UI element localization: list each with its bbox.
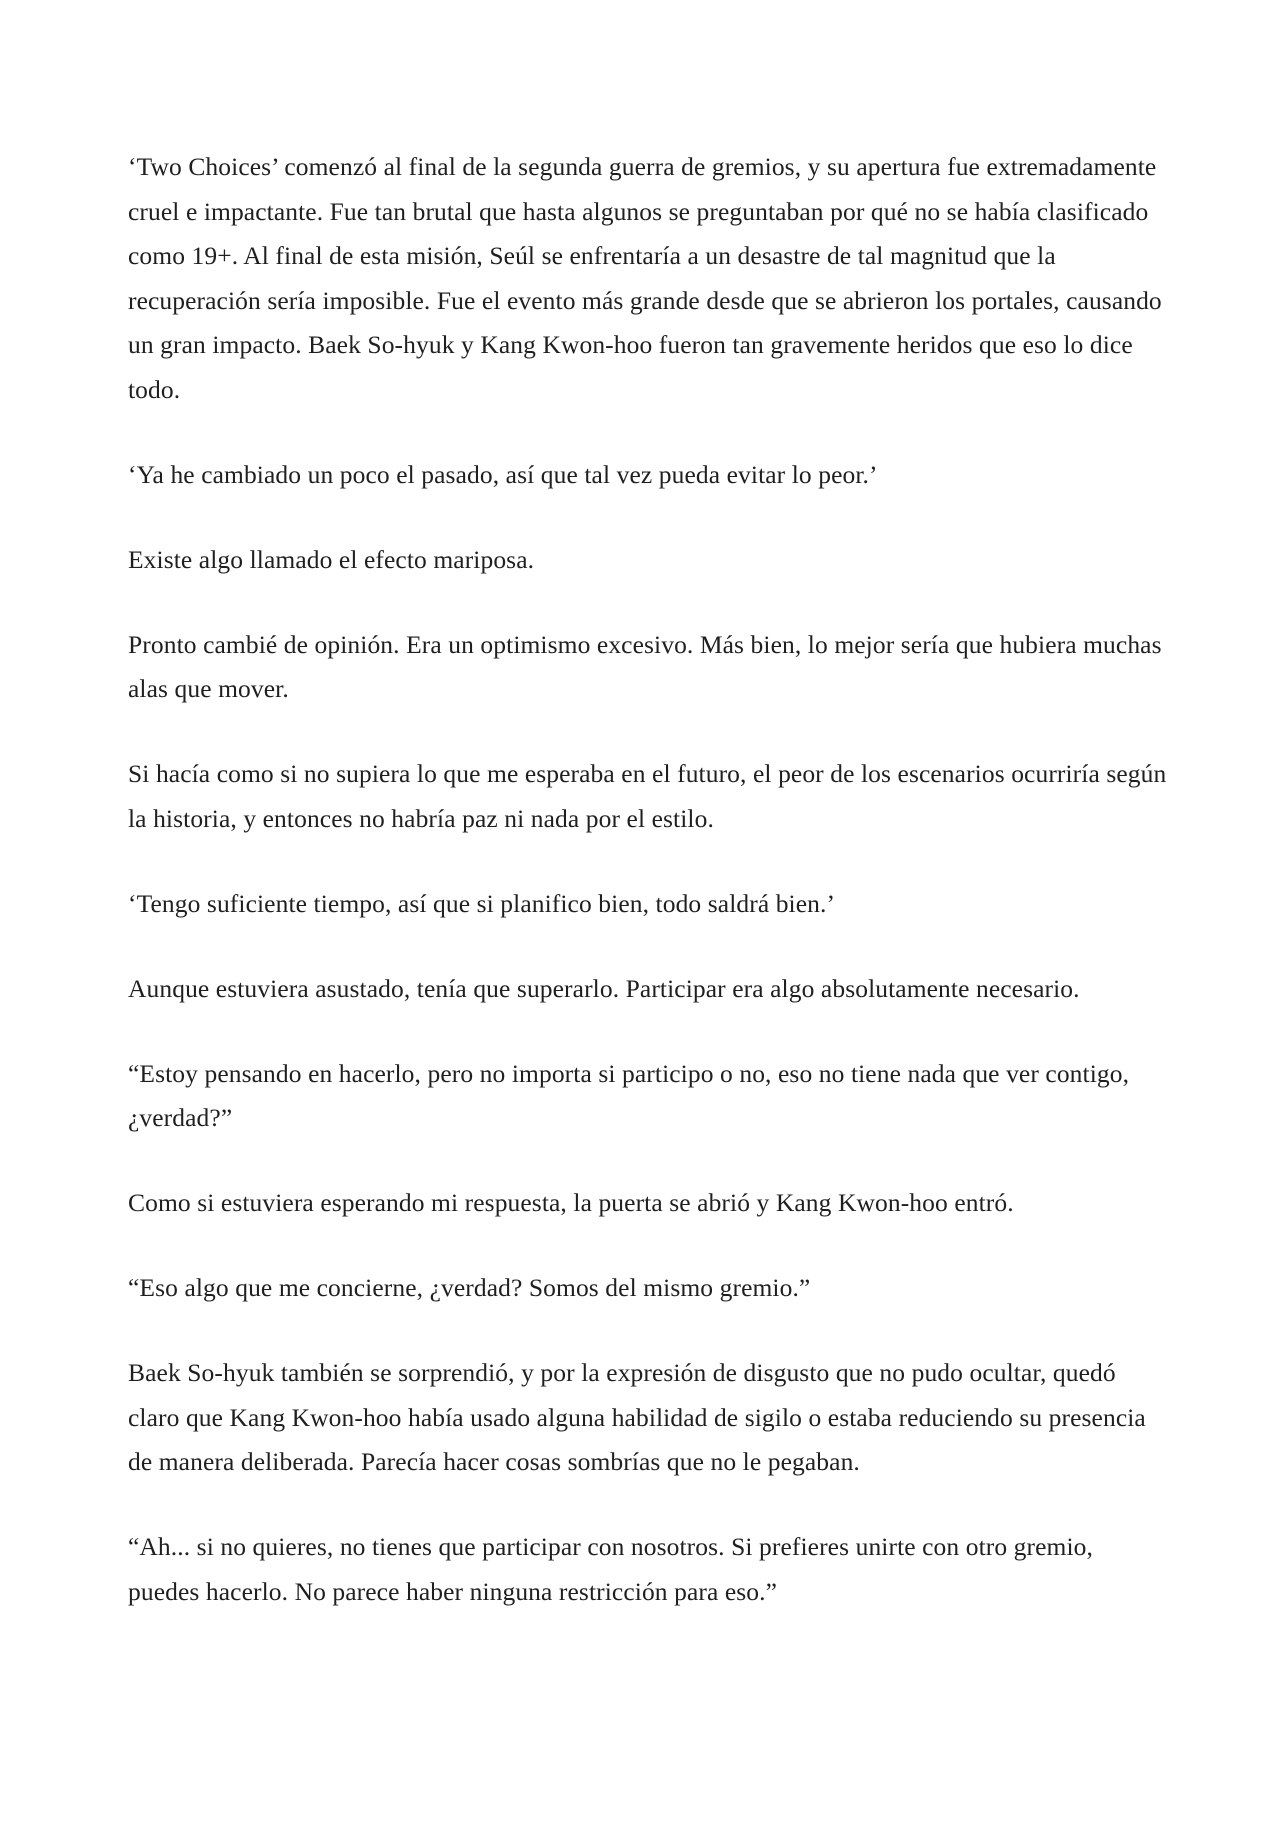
paragraph: ‘Ya he cambiado un poco el pasado, así que tal vez pueda evitar lo peor.’ [128,459,878,489]
paragraph: ‘Two Choices’ comenzó al final de la segunda guerra de gremios, y su apertura fue extremadamente cruel e impactante. Fue tan brutal que hasta algunos se preguntaban por qué no se había clasificado como 19+. Al final de esta misión, Seúl se enfrentaría a un desastre de tal magnitud que la recuperación sería imposible. Fue el evento más grande desde que se abrieron los portales, causando un gran impacto. Baek So-hyuk y Kang Kwon-hoo fueron tan gravemente heridos que eso lo dice todo. [128,152,1162,404]
paragraph: “Ah... si no quieres, no tienes que participar con nosotros. Si prefieres unirte con otro gremio, puedes hacerlo. No parece haber ninguna restricción para eso.” [128,1532,1093,1606]
paragraph: ‘Tengo suficiente tiempo, así que si planifico bien, todo saldrá bien.’ [128,888,836,918]
paragraph: Baek So-hyuk también se sorprendió, y por la expresión de disgusto que no pudo ocultar, quedó claro que Kang Kwon-hoo había usado alguna habilidad de sigilo o estaba reduciendo su presencia de manera deliberada. Parecía hacer cosas sombrías que no le pegaban. [128,1358,1146,1476]
paragraph: “Estoy pensando en hacerlo, pero no importa si participo o no, eso no tiene nada que ver contigo, ¿verdad?” [128,1058,1130,1132]
paragraph: Aunque estuviera asustado, tenía que superarlo. Participar era algo absolutamente necesario. [128,973,1080,1003]
paragraph: Existe algo llamado el efecto mariposa. [128,544,535,574]
paragraph: Como si estuviera esperando mi respuesta, la puerta se abrió y Kang Kwon-hoo entró. [128,1188,1014,1217]
document-body [128,145,1168,1614]
paragraph: “Eso algo que me concierne, ¿verdad? Somos del mismo gremio.” [128,1273,811,1302]
paragraph: Si hacía como si no supiera lo que me esperaba en el futuro, el peor de los escenarios ocurriría según la historia, y entonces no habría paz ni nada por el estilo. [128,759,1167,833]
paragraph: Pronto cambié de opinión. Era un optimismo excesivo. Más bien, lo mejor sería que hubiera muchas alas que mover. [128,629,1162,703]
